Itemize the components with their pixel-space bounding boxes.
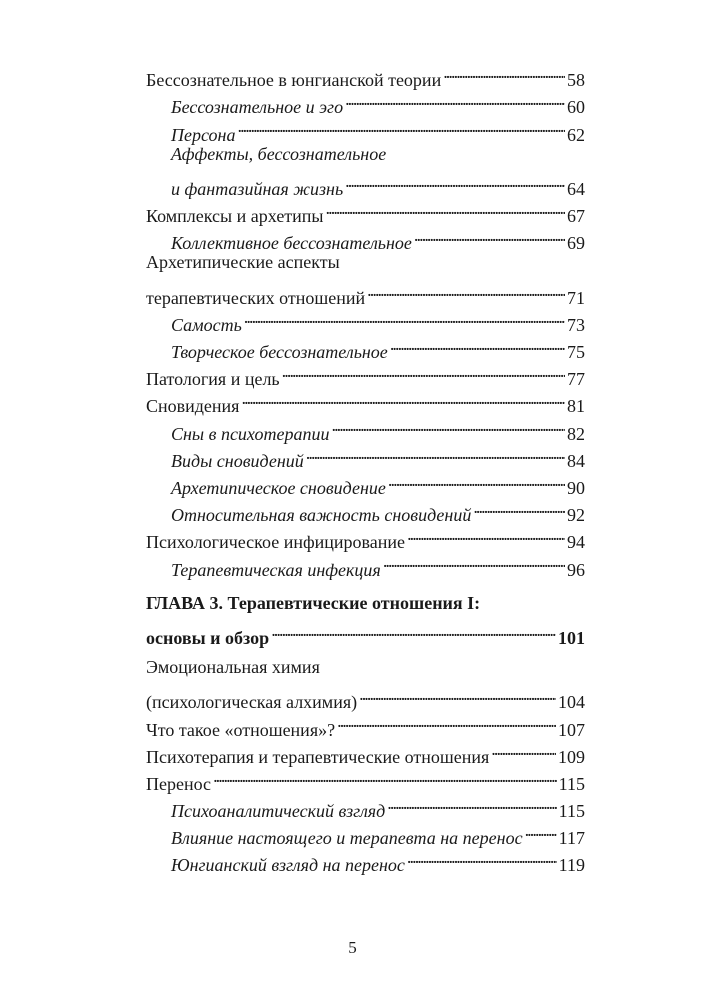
dot-leader — [282, 358, 565, 385]
toc-entry-page: 117 — [558, 828, 585, 849]
dot-leader — [525, 817, 557, 844]
toc-entry-page: 109 — [558, 746, 585, 767]
toc-entry-title: Психологическое инфицирование — [146, 532, 406, 553]
toc-entry-page: 69 — [567, 233, 585, 254]
toc-chapter-3 — [146, 590, 585, 648]
toc-entry — [146, 590, 585, 617]
toc-entry-page: 64 — [567, 178, 585, 199]
dot-leader — [388, 467, 565, 494]
toc-entry-title: и фантазийная жизнь — [171, 178, 344, 199]
toc-entry-page: 82 — [567, 423, 585, 444]
toc-entry-title: Патология и цель — [146, 369, 280, 390]
toc-entry-page: 96 — [567, 559, 585, 580]
toc-entry-page: 71 — [567, 287, 585, 308]
toc-entry-title: Юнгианский взгляд на перенос — [171, 855, 405, 876]
toc-entry-page: 94 — [567, 532, 585, 553]
toc-entry-page: 115 — [558, 801, 585, 822]
toc-entry-title: Эмоциональная химия — [146, 656, 320, 677]
toc-entry-page: 75 — [567, 342, 585, 363]
toc-entry-title: Аффекты, бессознательное — [171, 143, 387, 164]
toc-entry-page: 101 — [558, 627, 585, 648]
toc-entry — [146, 681, 585, 713]
dot-leader — [443, 59, 565, 86]
dot-leader — [244, 304, 565, 331]
toc-entry-page: 73 — [567, 314, 585, 335]
toc-entry-page: 84 — [567, 450, 585, 471]
toc-entry-page: 90 — [567, 478, 585, 498]
dot-leader — [387, 790, 556, 817]
dot-leader — [271, 617, 556, 644]
toc-entry — [146, 59, 585, 91]
page-number: 5 — [348, 938, 357, 957]
toc-entry-title: Персона — [171, 124, 236, 145]
toc-entry-title: ГЛАВА 3. Терапевтические отношения I: — [146, 592, 481, 613]
dot-leader — [491, 736, 556, 763]
dot-leader — [237, 113, 565, 140]
toc-entry-title: Творческое бессознательное — [171, 342, 388, 363]
toc-entry-title: Коллективное бессознательное — [171, 233, 412, 254]
toc-entry — [146, 790, 585, 822]
dot-leader — [367, 277, 565, 304]
toc-entry-title: Относительная важность сновидений — [171, 505, 472, 526]
dot-leader — [326, 195, 565, 222]
toc-entry-title: Перенос — [146, 773, 212, 794]
dot-leader — [407, 844, 557, 871]
table-of-contents — [146, 59, 585, 876]
toc-entry-title: Виды сновидений — [171, 450, 304, 471]
toc-entry-title: Психотерапия и терапевтические отношения — [146, 746, 490, 767]
toc-entry-title: Психоаналитический взгляд — [171, 801, 386, 822]
toc-entry-title: Комплексы и архетипы — [146, 206, 324, 227]
toc-entry-page: 77 — [567, 369, 585, 390]
dot-leader — [241, 385, 565, 412]
toc-entry-page: 60 — [567, 97, 585, 118]
toc-entry — [146, 617, 585, 648]
toc-entry — [146, 141, 585, 168]
toc-entry-page: 81 — [567, 396, 585, 417]
toc-entry-title: Сны в психотерапии — [171, 423, 330, 444]
toc-entry-title: Самость — [171, 314, 242, 335]
dot-leader — [306, 440, 565, 467]
toc-entry-title: Бессознательное в юнгианской теории — [146, 70, 442, 91]
toc-entry — [146, 168, 585, 199]
toc-entry-title: основы и обзор — [146, 627, 270, 648]
dot-leader — [213, 763, 557, 790]
toc-entry-page: 67 — [567, 206, 585, 227]
toc-entry-title: Архетипические аспекты — [146, 252, 340, 273]
toc-entry-title: Влияние настоящего и терапевта на перенос — [171, 828, 523, 849]
toc-entry-title: Что такое «отношения»? — [146, 719, 336, 740]
toc-section-1 — [146, 59, 585, 580]
dot-leader — [414, 222, 565, 249]
dot-leader — [390, 331, 565, 358]
toc-entry-title: Терапевтическая инфекция — [171, 559, 381, 580]
toc-entry-title: Сновидения — [146, 396, 240, 417]
toc-entry-title: (психологическая алхимия) — [146, 692, 358, 713]
toc-section-2 — [146, 654, 585, 876]
dot-leader — [331, 412, 565, 439]
toc-entry-page: 115 — [558, 773, 585, 794]
toc-entry-page: 104 — [558, 692, 585, 713]
toc-entry-page: 107 — [558, 719, 585, 740]
toc-entry-page: 58 — [567, 70, 585, 91]
toc-entry-page: 92 — [567, 505, 585, 526]
dot-leader — [345, 86, 565, 113]
dot-leader — [473, 494, 565, 521]
toc-entry-page: 62 — [567, 124, 585, 145]
dot-leader — [345, 168, 565, 195]
toc-entry — [146, 277, 585, 308]
toc-entry-title: Бессознательное и эго — [171, 97, 344, 118]
dot-leader — [407, 521, 565, 548]
dot-leader — [337, 708, 556, 735]
toc-entry-title: терапевтических отношений — [146, 287, 366, 308]
dot-leader — [359, 681, 556, 708]
toc-entry-title: Архетипическое сновидение — [171, 478, 386, 498]
dot-leader — [383, 548, 565, 575]
toc-entry-page: 119 — [558, 855, 585, 876]
toc-entry — [146, 654, 585, 681]
